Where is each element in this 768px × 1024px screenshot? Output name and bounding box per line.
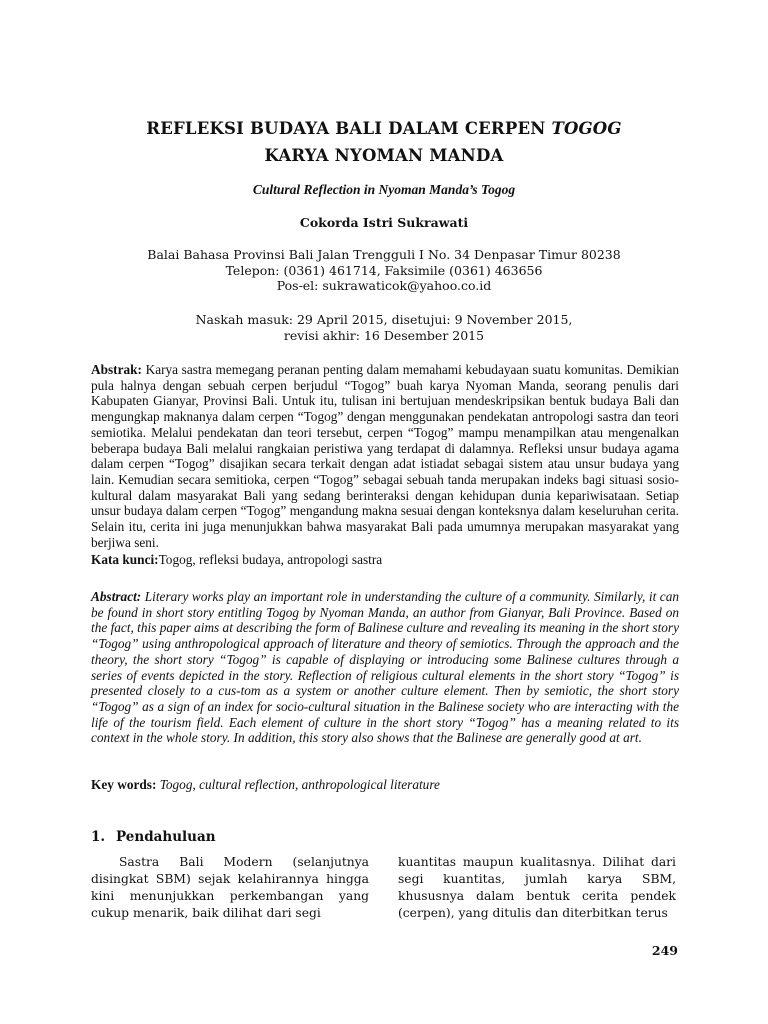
author-name: Cokorda Istri Sukrawati	[299, 215, 469, 230]
author-affiliation	[90, 247, 678, 294]
kata-kunci	[91, 552, 679, 568]
key-words	[91, 777, 679, 793]
title-prefix: REFLEKSI BUDAYA BALI DALAM CERPEN	[146, 119, 552, 138]
body-column-left: Sastra Bali Modern (selanjutnya disingkat SBM) sejak kelahirannya hingga kini menunjukkan perkembangan yang cukup menarik, baik dilihat dari segi	[91, 855, 369, 920]
affiliation-email: Pos-el: sukrawaticok@yahoo.co.id	[276, 278, 492, 293]
abstrak-text: Karya sastra memegang peranan penting dalam memahami kebudayaan suatu komunitas. Demikian pula halnya dengan sebuah cerpen berjudul “Togog” buah karya Nyoman Manda, seorang penulis dari Kabupaten Gianyar, Provinsi Bali. Untuk itu, tulisan ini bertujuan mendeskripsikan bentuk budaya Bali dan mengungkap maknanya dalam cerpen “Togog” dengan menggunakan pendekatan antropologi sastra dan teori semiotika. Melalui pendekatan dan teori tersebut, cerpen “Togog” mampu menampilkan atau mengenalkan beberapa budaya Bali melalui rangkaian peristiwa yang terdapat di dalamnya. Refleksi unsur budaya agama dalam cerpen “Togog” disajikan secara terkait dengan adat istiadat sebagai sistem atau unsur budaya yang lain. Kemudian secara semitioka, cerpen “Togog” sebagai sebuah tanda merupakan indeks bagi situasi sosio-kultural dalam masyarakat Bali yang sedang berinteraksi dengan kehidupan dunia kepariwisataan. Setiap unsur budaya dalam cerpen “Togog” mengandung makna sesuai dengan konteksnya dalam keseluruhan cerita. Selain itu, cerita ini juga menunjukkan bahwa masyarakat Bali pada umumnya merupakan masyarakat yang berjiwa seni.	[91, 362, 679, 550]
paper-title-line-2: KARYA NYOMAN MANDA	[264, 146, 504, 165]
abstract-english	[91, 589, 679, 746]
section-title: Pendahuluan	[116, 829, 216, 845]
key-words-text: Togog, cultural reflection, anthropological literature	[156, 777, 440, 792]
abstract-label: Abstract:	[91, 589, 142, 604]
kata-kunci-text: Togog, refleksi budaya, antropologi sastra	[158, 552, 383, 567]
page-number: 249	[651, 943, 678, 958]
abstract-text: Literary works play an important role in understanding the culture of a community. Similarly, it can be found in short story entitling Togog by Nyoman Manda, an author from Gianyar, Bali Province. Based on the fact, this paper aims at describing the form of Balinese culture and revealing its meaning in the short story “Togog” using anthropological approach of literature and theory of semiotics. Through the approach and the theory, the short story “Togog” is capable of displaying or introducing some Balinese cultures through a series of events depicted in the story. Reflection of religious cultural elements in the short story “Togog” is presented closely to a cus-tom as a system or another culture element. Then by semiotic, the short story “Togog” as a sign of an index for socio-cultural situation in the Balinese society who are interacting with the life of the tourism field. Each element of culture in the short story “Togog” has a meaning related to its context in the whole story. In addition, this story also shows that the Balinese are generally good at art.	[91, 589, 679, 746]
section-heading	[91, 829, 216, 845]
dates-line-2: revisi akhir: 16 Desember 2015	[283, 327, 485, 343]
affiliation-phone: Telepon: (0361) 461714, Faksimile (0361) 463656	[225, 262, 543, 278]
kata-kunci-label: Kata kunci:	[91, 552, 159, 567]
english-subtitle: Cultural Reflection in Nyoman Manda’s Togog	[252, 182, 516, 197]
section-number: 1.	[91, 829, 106, 845]
abstrak-label: Abstrak:	[91, 362, 142, 377]
body-column-right: kuantitas maupun kualitasnya. Dilihat dari segi kuantitas, jumlah karya SBM, khususnya dalam bentuk cerita pendek (cerpen), yang ditulis dan diterbitkan terus	[398, 855, 676, 920]
dates-line-1: Naskah masuk: 29 April 2015, disetujui: 9 November 2015,	[195, 312, 573, 327]
title-italic-word: TOGOG	[551, 119, 622, 138]
submission-dates	[90, 312, 678, 343]
key-words-label: Key words:	[91, 777, 157, 792]
abstrak-indonesian	[91, 362, 679, 550]
affiliation-address: Balai Bahasa Provinsi Bali Jalan Trengguli I No. 34 Denpasar Timur 80238	[147, 247, 621, 262]
paper-title-line-1	[90, 119, 678, 138]
